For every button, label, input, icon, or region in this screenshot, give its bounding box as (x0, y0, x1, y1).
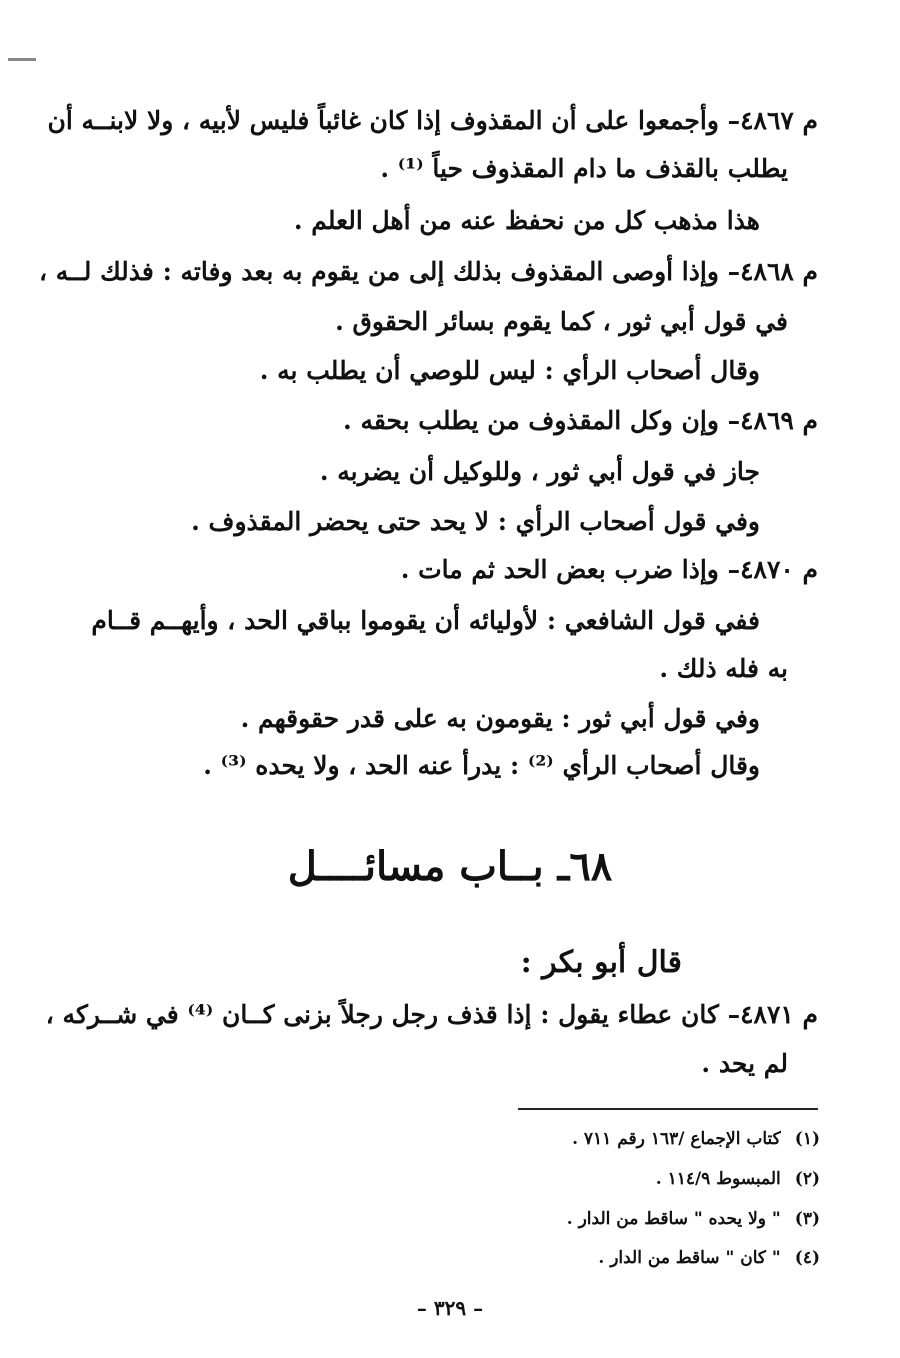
footnote-text: " ولا يحده " ساقط من الدار . (566, 1209, 781, 1229)
footnote-text: كتاب الإجماع /١٦٣ رقم ٧١١ . (572, 1129, 781, 1149)
footnote-4 (598, 1245, 820, 1271)
para-4871-line1: م ٤٨٧١– كان عطاء يقول : إذا قذف رجل رجلاً بزنى كــان ⁽⁴⁾ في شــركه ، (45, 1000, 818, 1029)
para-4870-line2: ففي قول الشافعي : لأوليائه أن يقوموا بباقي الحد ، وأيهــم قــام (91, 606, 760, 635)
para-4869-line3: وفي قول أصحاب الرأي : لا يحد حتى يحضر المقذوف . (191, 507, 760, 536)
footnote-3 (567, 1206, 820, 1232)
footnote-2 (656, 1166, 820, 1192)
para-4871-line2: لم يحد . (701, 1049, 788, 1078)
chapter-heading: ٦٨ـ بــاب مسائــــل (287, 843, 613, 890)
page-number: – ٣٢٩ – (416, 1296, 484, 1320)
para-4868-line1: م ٤٨٦٨– وإذا أوصى المقذوف بذلك إلى من يقوم به بعد وفاته : فذلك لــه ، (38, 257, 818, 286)
footnote-separator (518, 1108, 818, 1110)
para-4870-line3: به فله ذلك . (659, 654, 788, 683)
scan-speck (8, 58, 36, 61)
footnote-text: المبسوط ١١٤/٩ . (655, 1169, 781, 1189)
para-4870-line5: وقال أصحاب الرأي ⁽²⁾ : يدرأ عنه الحد ، ولا يحده ⁽³⁾ . (203, 751, 760, 780)
para-4867-line3: هذا مذهب كل من نحفظ عنه من أهل العلم . (293, 206, 760, 235)
sub-heading: قال أبو بكر : (520, 945, 682, 980)
footnote-mark: (١) (794, 1129, 820, 1149)
para-4867-line1: م ٤٨٦٧– وأجمعوا على أن المقذوف إذا كان غائباً فليس لأبيه ، ولا لابنــه أن (47, 106, 818, 135)
para-4867-line2: يطلب بالقذف ما دام المقذوف حياً ⁽¹⁾ . (380, 154, 788, 183)
para-4870-line1: م ٤٨٧٠– وإذا ضرب بعض الحد ثم مات . (400, 555, 818, 584)
para-4870-line4: وفي قول أبي ثور : يقومون به على قدر حقوقهم . (240, 704, 760, 733)
footnote-mark: (٢) (794, 1169, 820, 1189)
para-4869-line2: جاز في قول أبي ثور ، وللوكيل أن يضربه . (319, 457, 760, 486)
footnote-mark: (٤) (794, 1248, 820, 1268)
para-4869-line1: م ٤٨٦٩– وإن وكل المقذوف من يطلب بحقه . (343, 406, 818, 435)
para-4868-line3: وقال أصحاب الرأي : ليس للوصي أن يطلب به . (259, 356, 760, 385)
para-4868-line2: في قول أبي ثور ، كما يقوم بسائر الحقوق . (335, 307, 788, 336)
footnote-text: " كان " ساقط من الدار . (598, 1248, 781, 1268)
footnote-1 (572, 1126, 820, 1152)
footnote-mark: (٣) (794, 1209, 820, 1229)
